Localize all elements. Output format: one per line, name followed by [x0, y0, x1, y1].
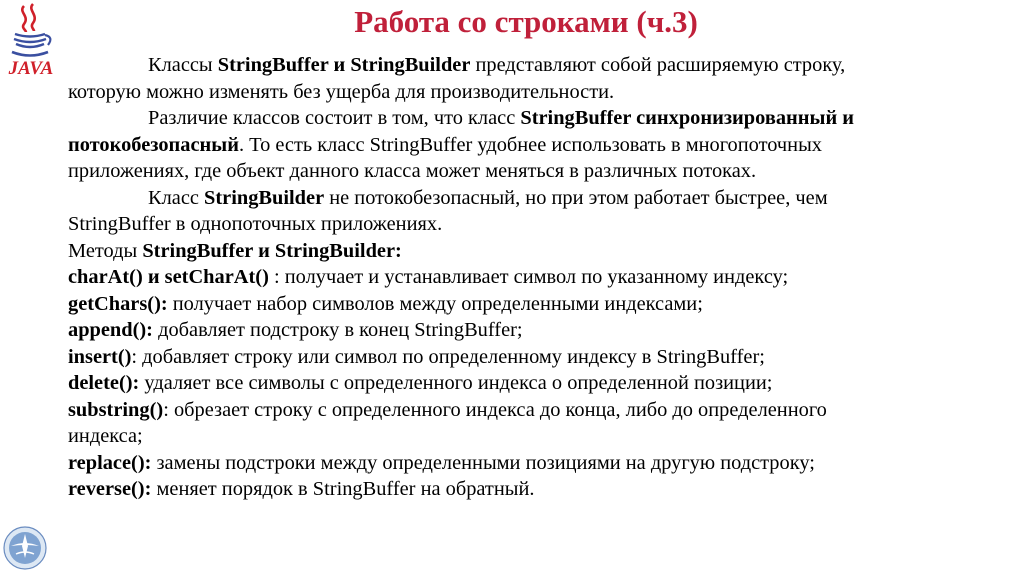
- text-run: которую можно изменять без ущерба для производительности.: [68, 80, 615, 103]
- text-run: Различие классов состоит в том, что класс: [148, 107, 521, 129]
- method-item: [68, 317, 1013, 344]
- paragraph-line: [68, 211, 1013, 238]
- method-description: добавляет подстроку в конец StringBuffer;: [152, 319, 523, 341]
- text-run: приложениях, где объект данного класса может меняться в различных потоках.: [68, 160, 757, 182]
- method-description: индекса;: [68, 425, 143, 447]
- method-item: [68, 370, 1013, 397]
- paragraph-line: [68, 52, 1013, 79]
- text-run: StringBuffer в однопоточных приложениях.: [68, 213, 443, 235]
- paragraph-line: [68, 158, 1013, 185]
- slide-body: [68, 52, 1013, 503]
- paragraph-line: [68, 79, 1013, 106]
- paragraph-line: [68, 132, 1013, 159]
- university-emblem-icon: [2, 524, 48, 572]
- method-description: замены подстроки между определенными позициями на другую подстроку;: [151, 451, 815, 474]
- text-run: Класс: [148, 186, 205, 209]
- method-name: substring(): [68, 398, 164, 421]
- method-description: : получает и устанавливает символ по указанному индексу;: [268, 266, 789, 288]
- text-run-bold: StringBuffer синхронизированный и: [520, 107, 855, 129]
- method-item-continuation: [68, 423, 1013, 450]
- text-run: представляют собой расширяемую строку,: [470, 54, 846, 76]
- text-run: Классы: [148, 54, 218, 76]
- method-name: append():: [68, 319, 153, 341]
- text-run-bold: StringBuffer и StringBuilder: [217, 54, 471, 76]
- method-item: [68, 344, 1013, 371]
- page-title: Работа со строками (ч.3): [354, 4, 698, 39]
- text-run-bold: потокобезопасный: [68, 133, 239, 156]
- method-description: : добавляет строку или символ по определенному индексу в StringBuffer;: [131, 345, 765, 368]
- method-item: [68, 450, 1013, 477]
- method-item: [68, 264, 1013, 291]
- method-description: удаляет все символы с определенного индекса о определенной позиции;: [139, 372, 773, 394]
- methods-heading: Методы StringBuffer и StringBuilder:: [68, 239, 402, 262]
- method-name: reverse():: [68, 478, 152, 500]
- paragraph-line: [68, 185, 1013, 212]
- text-run: не потокобезопасный, но при этом работает быстрее, чем: [324, 186, 828, 209]
- paragraph-line: [68, 105, 1013, 132]
- method-name: insert(): [68, 345, 132, 368]
- method-name: getChars():: [68, 292, 168, 315]
- method-item: [68, 397, 1013, 424]
- method-item: [68, 291, 1013, 318]
- method-name: delete():: [68, 372, 140, 394]
- method-description: получает набор символов между определенными индексами;: [167, 292, 703, 315]
- method-description: меняет порядок в StringBuffer на обратный.: [151, 478, 535, 500]
- method-item: [68, 476, 1013, 503]
- method-description: : обрезает строку с определенного индекса до конца, либо до определенного: [163, 398, 827, 421]
- method-name: charAt() и setCharAt(): [68, 266, 269, 288]
- text-run-bold: StringBuilder: [204, 186, 325, 209]
- method-name: replace():: [68, 451, 152, 474]
- java-logo-text: JAVA: [8, 58, 54, 79]
- text-run: . То есть класс StringBuffer удобнее использовать в многопоточных: [238, 133, 822, 156]
